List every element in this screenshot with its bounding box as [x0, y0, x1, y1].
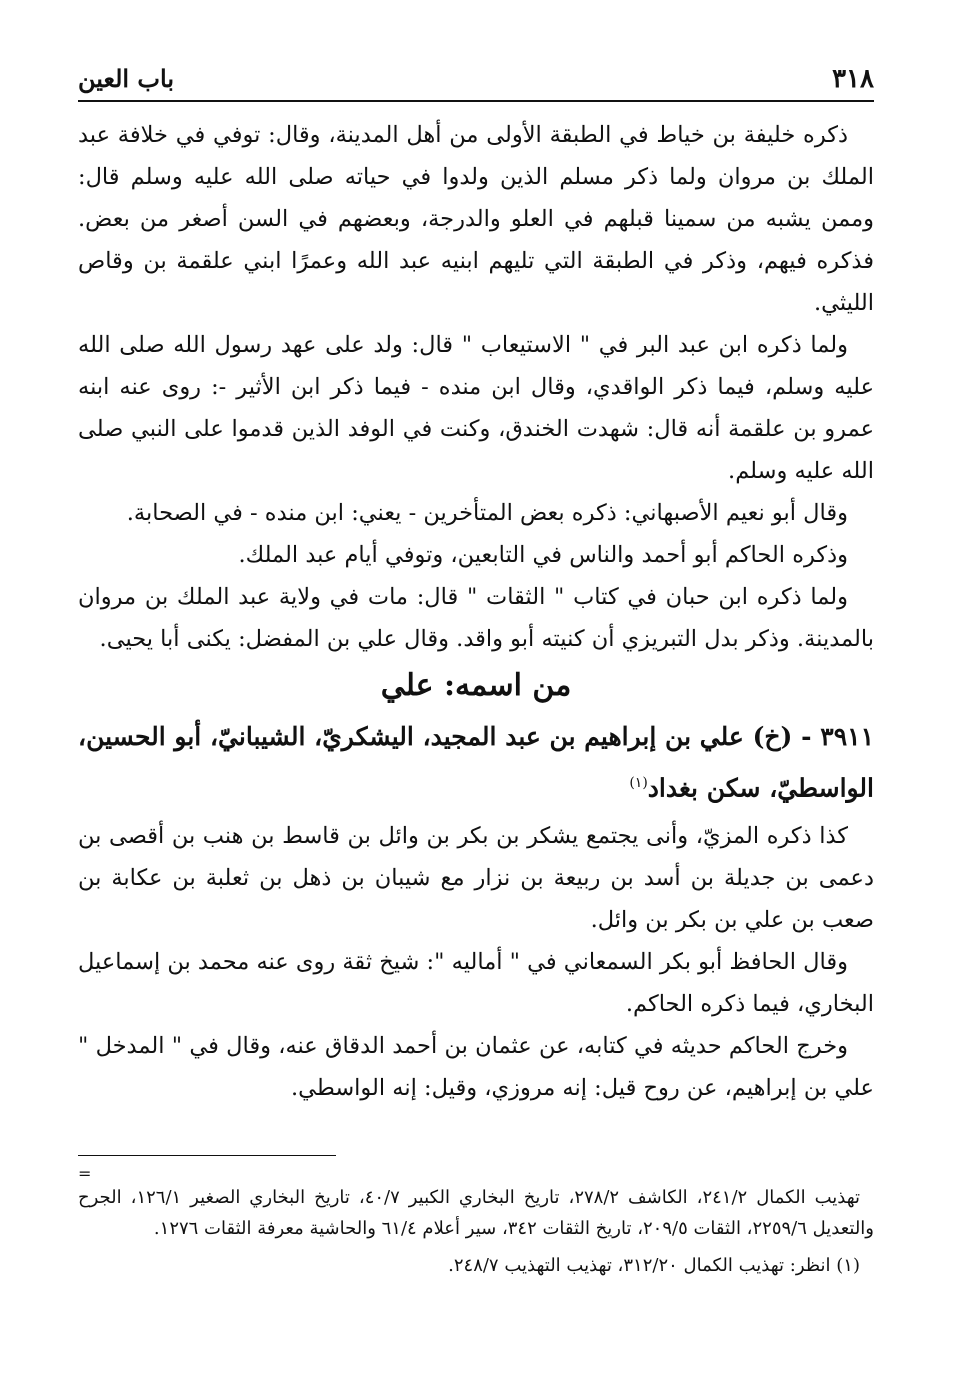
page-number: ٣١٨	[832, 64, 874, 94]
paragraph: وخرج الحاكم حديثه في كتابه، عن عثمان بن أحمد الدقاق عنه، وقال في " المدخل " علي بن إبراهيم، عن روح قيل: إنه مروزي، وقيل: إنه الواسطي.	[78, 1033, 874, 1102]
chapter-title: باب العين	[78, 64, 175, 93]
paragraph: ولما ذكره ابن عبد البر في " الاستيعاب " قال: ولد على عهد رسول الله صلى الله عليه وسلم، فيما ذكر الواقدي، وقال ابن منده - فيما ذكر ابن الأثير -: روى عنه ابنه عمرو بن علقمة أنه قال: شهدت الخندق، وكنت في الوفد الذين قدموا على النبي صلى الله عليه وسلم.	[78, 332, 874, 484]
paragraph: ولما ذكره ابن حبان في كتاب " الثقات " قال: مات في ولاية عبد الملك بن مروان بالمدينة. وذكر بدل التبريزي أن كنيته أبو واقد. وقال علي بن المفضل: يكنى أبا يحيى.	[78, 584, 874, 652]
entry-heading-text: ٣٩١١ - (خ) علي بن إبراهيم بن عبد المجيد، اليشكريّ، الشيبانيّ، أبو الحسين، الواسطيّ، سكن بغداد	[78, 722, 874, 803]
footnote-continuation-mark: =	[78, 1164, 92, 1183]
paragraph: وقال الحافظ أبو بكر السمعاني في " أماليه ": شيخ ثقة روى عنه محمد بن إسماعيل البخاري، فيما ذكره الحاكم.	[77, 949, 874, 1018]
footnote-1: (١) انظر: تهذيب الكمال ٣١٢/٢٠، تهذيب التهذيب ٢٤٨/٧.	[448, 1255, 860, 1276]
footnote-separator	[78, 1155, 336, 1156]
footnotes	[78, 1182, 874, 1281]
footnote-continuation: تهذيب الكمال ٢٤١/٢، الكاشف ٢٧٨/٢، تاريخ البخاري الكبير ٤٠/٧، تاريخ البخاري الصغير ١٢٦/١، الجرح والتعديل ٢٢٥٩/٦، الثقات ٢٠٩/٥، تاريخ الثقات ٣٤٢، سير أعلام ٦١/٤ والحاشية معرفة الثقات ١٢٧٦.	[78, 1187, 874, 1239]
main-text	[78, 114, 874, 1109]
footnote-ref: (١)	[629, 775, 648, 791]
paragraph: وقال أبو نعيم الأصبهاني: ذكره بعض المتأخرين - يعني: ابن منده - في الصحابة.	[126, 500, 848, 526]
entry-heading	[78, 714, 874, 811]
paragraph: وذكره الحاكم أبو أحمد والناس في التابعين، وتوفي أيام عبد الملك.	[238, 542, 848, 568]
book-page	[77, 60, 874, 1276]
running-header	[78, 60, 874, 102]
section-heading: من اسمه: علي	[380, 668, 572, 703]
paragraph: كذا ذكره المزيّ، وأنى يجتمع يشكر بن بكر بن وائل بن قاسط بن هنب بن أقصى بن دعمى بن جديلة بن أسد بن ربيعة بن نزار مع شيبان بن ذهل بن ثعلبة بن عكابة بن صعب بن علي بن بكر بن وائل.	[78, 823, 874, 934]
paragraph: ذكره خليفة بن خياط في الطبقة الأولى من أهل المدينة، وقال: توفي في خلافة عبد الملك بن مروان ولما ذكر مسلم الذين ولدوا في حياته صلى الله عليه وسلم قال: وممن يشبه من سمينا قبلهم في العلو والدرجة، وبعضهم في السن أصغر من بعض. فذكره فيهم، وذكر في الطبقة التي تليهم ابنيه عبد الله وعمرًا ابني علقمة بن وقاص الليثي.	[78, 122, 874, 316]
